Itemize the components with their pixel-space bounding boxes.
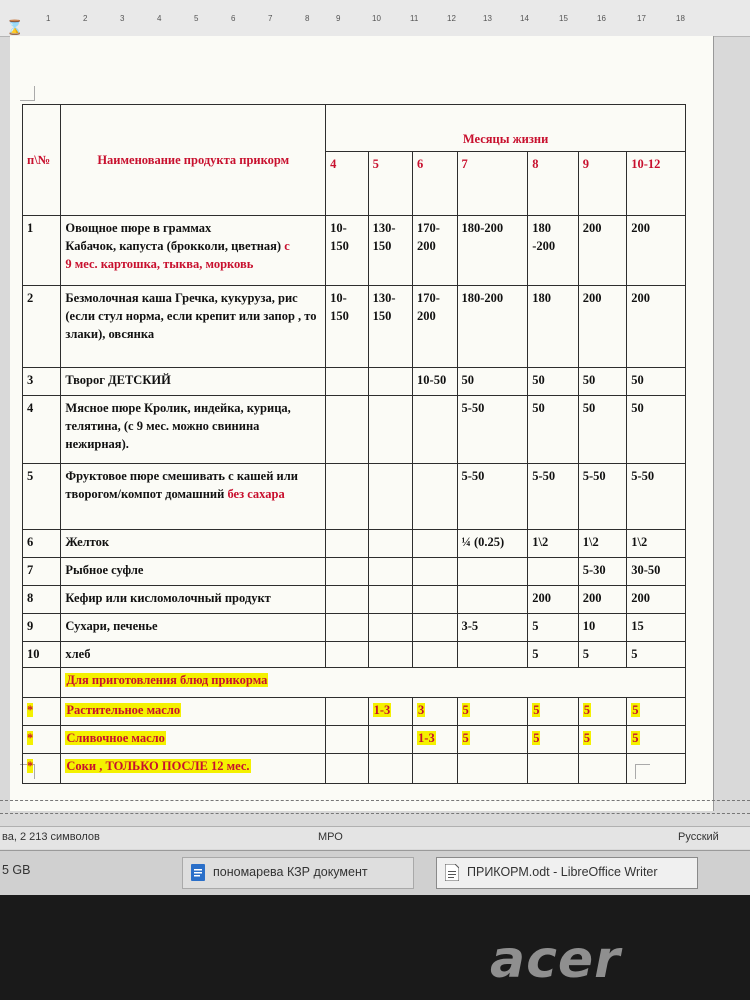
cell-value: 10-150 [326,286,368,368]
page-corner-mark [20,86,35,101]
cell-value-text: 5 [583,731,590,745]
cell-value [413,530,457,558]
cell-value [413,464,457,530]
cell-value [528,698,579,726]
header-num: п\№ [23,105,61,216]
cell-value [413,396,457,464]
cell-value-text: 5 [533,731,540,745]
cell-value [368,754,412,784]
section-title-text: Для приготовления блюд прикорма [66,673,268,687]
row-name-red-line: 9 мес. картошка, тыква, морковь [65,257,254,271]
cell-value [578,754,627,784]
header-months-title: Месяцы жизни [326,105,686,152]
selection-mode[interactable]: МРО [318,831,343,843]
cell-value [326,530,368,558]
cell-value [368,530,412,558]
row-name [61,754,326,784]
page-separator [0,800,750,814]
cell-value [368,726,412,754]
cell-value [326,368,368,396]
table-row [23,754,686,784]
cell-value [413,642,457,668]
cell-value: 30-50 [627,558,686,586]
cell-value: 5-50 [528,464,579,530]
cell-value: 50 [528,396,579,464]
cell-value-text: 5 [632,703,639,717]
ruler-tick: 9 [336,14,341,23]
taskbar-item-label: ПРИКОРМ.odt - LibreOffice Writer [467,865,658,879]
row-name-text: Сливочное масло [66,731,165,745]
cell-value [578,726,627,754]
cell-value [457,726,528,754]
cell-value: 200 [627,216,686,286]
cell-value [368,586,412,614]
row-num: 4 [23,396,61,464]
cell-value [326,614,368,642]
cell-value: 5-50 [457,464,528,530]
row-name-text: Растительное масло [66,703,181,717]
table-row [23,642,686,668]
section-empty-cell [23,668,61,698]
cell-value: 170-200 [413,216,457,286]
cell-value: 5 [528,642,579,668]
cell-value [326,698,368,726]
month-10-12: 10-12 [627,152,686,216]
cell-value: 50 [457,368,528,396]
month-7: 7 [457,152,528,216]
row-name: Рыбное суфле [61,558,326,586]
table-row [23,530,686,558]
table-row [23,286,686,368]
cell-value: 10-50 [413,368,457,396]
ruler-tick: 4 [157,14,162,23]
row-marker [23,754,61,784]
table-header-row-1 [23,105,686,152]
cell-value [368,558,412,586]
section-title [61,668,686,698]
cell-value [368,396,412,464]
cell-value [457,642,528,668]
cell-value [368,642,412,668]
cell-value: 1\2 [528,530,579,558]
cell-value: 10-150 [326,216,368,286]
cell-value: 50 [528,368,579,396]
cell-value [457,698,528,726]
cell-value-text: 1-3 [418,731,435,745]
row-name [61,216,326,286]
cell-value: 3-5 [457,614,528,642]
row-num: 8 [23,586,61,614]
table-row [23,614,686,642]
taskbar-item-label: пономарева КЗР документ [213,865,368,879]
cell-value [326,396,368,464]
cell-value [413,586,457,614]
cell-value: 1\2 [578,530,627,558]
row-name: Безмолочная каша Гречка, кукуруза, рис (если стул норма, если крепит или запор , то злаки), овсянка [61,286,326,368]
cell-value [457,754,528,784]
indent-marker-icon[interactable]: ⌛ [6,20,24,36]
taskbar-item-kzr[interactable] [182,857,414,889]
ruler-tick: 13 [483,14,492,23]
row-name-red: без сахара [227,487,285,501]
document-page[interactable] [10,36,714,811]
cell-value: 200 [578,586,627,614]
row-num: 1 [23,216,61,286]
row-marker-text: * [27,759,34,773]
cell-value [368,614,412,642]
ruler-tick: 8 [305,14,310,23]
cell-value: 50 [578,396,627,464]
ruler-tick: 12 [447,14,456,23]
cell-value-text: 5 [533,703,540,717]
feeding-table[interactable] [22,104,686,784]
cell-value: ¼ (0.25) [457,530,528,558]
cell-value [326,754,368,784]
row-name: Мясное пюре Кролик, индейка, курица, телятина, (с 9 мес. можно свинина нежирная). [61,396,326,464]
cell-value: 5 [528,614,579,642]
cell-value [528,558,579,586]
cell-value [326,726,368,754]
row-marker-text: * [27,703,34,717]
cell-value [578,698,627,726]
ruler-tick: 16 [597,14,606,23]
cell-value [413,614,457,642]
table-row [23,558,686,586]
row-marker-text: * [27,731,34,745]
section-title-row [23,668,686,698]
writer-doc-icon [191,864,205,881]
ruler-tick: 5 [194,14,199,23]
cell-value [326,558,368,586]
table-row [23,216,686,286]
cell-value: 180-200 [457,216,528,286]
table-row [23,698,686,726]
row-num: 3 [23,368,61,396]
ruler-tick: 3 [120,14,125,23]
month-9: 9 [578,152,627,216]
row-name-red-inline: с [284,239,290,253]
ruler-tick: 7 [268,14,273,23]
row-name: Кефир или кисломолочный продукт [61,586,326,614]
cell-value: 5-50 [457,396,528,464]
cell-value: 10 [578,614,627,642]
row-name: Желток [61,530,326,558]
month-4: 4 [326,152,368,216]
horizontal-ruler[interactable] [0,0,750,37]
cell-value [368,698,412,726]
ruler-tick: 1 [46,14,51,23]
cell-value [528,726,579,754]
acer-logo: acer [490,930,621,990]
table-row [23,726,686,754]
cell-value [457,558,528,586]
cell-value [413,558,457,586]
cell-value: 180 [528,286,579,368]
cell-value: 200 [578,216,627,286]
row-num: 2 [23,286,61,368]
row-name [61,726,326,754]
cell-value [528,754,579,784]
cell-value-text: 5 [462,703,469,717]
cell-value: 130-150 [368,216,412,286]
cell-value: 50 [627,368,686,396]
row-marker [23,726,61,754]
cell-value: 5-50 [578,464,627,530]
cell-value: 50 [627,396,686,464]
table-row [23,396,686,464]
row-name-line: Кабачок, капуста (брокколи, цветная) [65,239,282,253]
month-8: 8 [528,152,579,216]
table-row [23,586,686,614]
row-name [61,698,326,726]
cell-value: 5-30 [578,558,627,586]
cell-value: 170-200 [413,286,457,368]
language-indicator[interactable]: Русский [678,831,719,843]
cell-value: 5 [578,642,627,668]
cell-value [326,642,368,668]
document-icon [445,864,459,881]
disk-space: 5 GB [2,863,31,877]
row-num: 9 [23,614,61,642]
row-marker [23,698,61,726]
taskbar [0,850,750,895]
month-6: 6 [413,152,457,216]
cell-value [413,726,457,754]
cell-value: 50 [578,368,627,396]
ruler-tick: 18 [676,14,685,23]
cell-value [457,586,528,614]
cell-value: 200 [578,286,627,368]
cell-value-text: 3 [418,703,425,717]
table-row [23,464,686,530]
cell-value: 5-50 [627,464,686,530]
ruler-tick: 17 [637,14,646,23]
row-name-text: Фруктовое пюре смешивать с кашей или творогом/компот домашний [65,469,298,501]
cell-value [413,754,457,784]
row-name [61,464,326,530]
row-num: 7 [23,558,61,586]
row-num: 6 [23,530,61,558]
ruler-tick: 14 [520,14,529,23]
row-num: 5 [23,464,61,530]
row-name-text: Соки , ТОЛЬКО ПОСЛЕ 12 мес. [66,759,250,773]
cell-value [326,586,368,614]
cell-value: 5 [627,642,686,668]
taskbar-item-prikorm[interactable] [436,857,698,889]
ruler-tick: 6 [231,14,236,23]
cell-value [368,464,412,530]
table-row [23,368,686,396]
cell-value [326,464,368,530]
row-name-line: Овощное пюре в граммах [65,221,212,235]
status-bar [0,826,750,849]
cell-value [627,726,686,754]
cell-value-text: 5 [583,703,590,717]
cell-value: 180 -200 [528,216,579,286]
cell-value [627,698,686,726]
cell-value: 200 [627,286,686,368]
row-name: хлеб [61,642,326,668]
row-name: Творог ДЕТСКИЙ [61,368,326,396]
cell-value: 200 [528,586,579,614]
ruler-tick: 10 [372,14,381,23]
cell-value-text: 1-3 [373,703,391,717]
cell-value-text: 5 [632,731,639,745]
cell-value: 130-150 [368,286,412,368]
cell-value [413,698,457,726]
cell-value [368,368,412,396]
cell-value: 200 [627,586,686,614]
word-count[interactable]: ва, 2 213 символов [2,831,100,843]
ruler-tick: 2 [83,14,88,23]
cell-value: 1\2 [627,530,686,558]
month-5: 5 [368,152,412,216]
cell-value: 180-200 [457,286,528,368]
row-name: Сухари, печенье [61,614,326,642]
row-num: 10 [23,642,61,668]
cell-value [627,754,686,784]
ruler-tick: 11 [410,14,419,23]
cell-value-text: 5 [462,731,469,745]
header-name: Наименование продукта прикорм [61,105,326,216]
ruler-tick: 15 [559,14,568,23]
cell-value: 15 [627,614,686,642]
